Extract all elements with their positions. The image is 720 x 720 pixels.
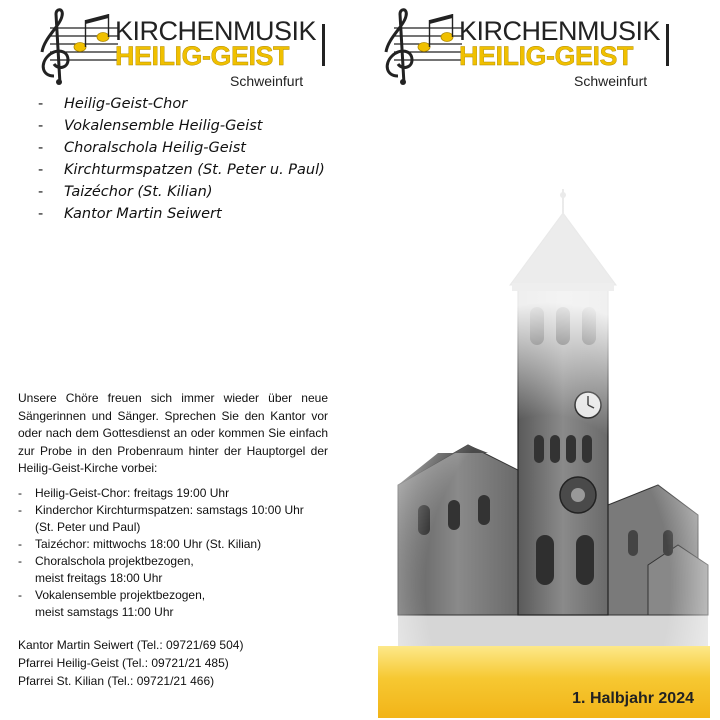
brand-city: Schweinfurt (230, 73, 304, 89)
rehearsal-schedule (18, 485, 304, 621)
brand-city: Schweinfurt (574, 73, 648, 89)
semester-label: 1. Halbjahr 2024 (572, 690, 694, 707)
contact-line: Pfarrei St. Kilian (Tel.: 09721/21 466) (18, 674, 215, 688)
brand-line1: KIRCHENMUSIK (459, 16, 661, 46)
ensemble-item: - Kantor Martin Seiwert (38, 206, 222, 222)
contact-block (18, 636, 243, 690)
schedule-item: - Vokalensemble projektbezogen, meist samstags 11:00 Uhr (18, 588, 206, 619)
invite-paragraph: Unsere Chöre freuen sich immer wieder über neue Sängerinnen und Sänger. Sprechen Sie den Kantor vor oder nach dem Gottesdienst an oder kommen Sie einfach zur Probe in den Probenraum hinter der Hauptorgel der Heilig-Geist-Kirche vorbei: (18, 391, 328, 475)
treble-clef-icon (30, 6, 120, 86)
schedule-item: - Choralschola projektbezogen, meist freitags 18:00 Uhr (18, 554, 194, 585)
treble-clef-icon (374, 6, 464, 86)
semester-band (378, 646, 710, 718)
brand-bar (666, 24, 669, 66)
brand-line2: HEILIG-GEIST (459, 41, 634, 71)
schedule-item: - Taizéchor: mittwochs 18:00 Uhr (St. Kilian) (18, 537, 262, 551)
brand-logo (374, 6, 684, 89)
ensemble-item: - Choralschola Heilig-Geist (38, 140, 246, 156)
cover-panel (360, 0, 720, 720)
ensemble-item: - Kirchturmspatzen (St. Peter u. Paul) (38, 162, 325, 178)
ensemble-item: - Taizéchor (St. Kilian) (38, 184, 213, 200)
church-sketch-image (378, 185, 718, 655)
contact-line: Pfarrei Heilig-Geist (Tel.: 09721/21 485) (18, 656, 229, 670)
contact-line: Kantor Martin Seiwert (Tel.: 09721/69 504) (18, 638, 244, 652)
schedule-item: - Heilig-Geist-Chor: freitags 19:00 Uhr (18, 486, 230, 500)
ensemble-item: - Heilig-Geist-Chor (38, 96, 188, 112)
ensemble-item: - Vokalensemble Heilig-Geist (38, 118, 263, 134)
brand-logo (30, 6, 340, 89)
brand-line2: HEILIG-GEIST (115, 41, 290, 71)
brand-line1: KIRCHENMUSIK (115, 16, 317, 46)
schedule-item: - Kinderchor Kirchturmspatzen: samstags 10:00 Uhr (St. Peter und Paul) (18, 503, 304, 534)
ensemble-list (38, 93, 325, 225)
brand-bar (322, 24, 325, 66)
